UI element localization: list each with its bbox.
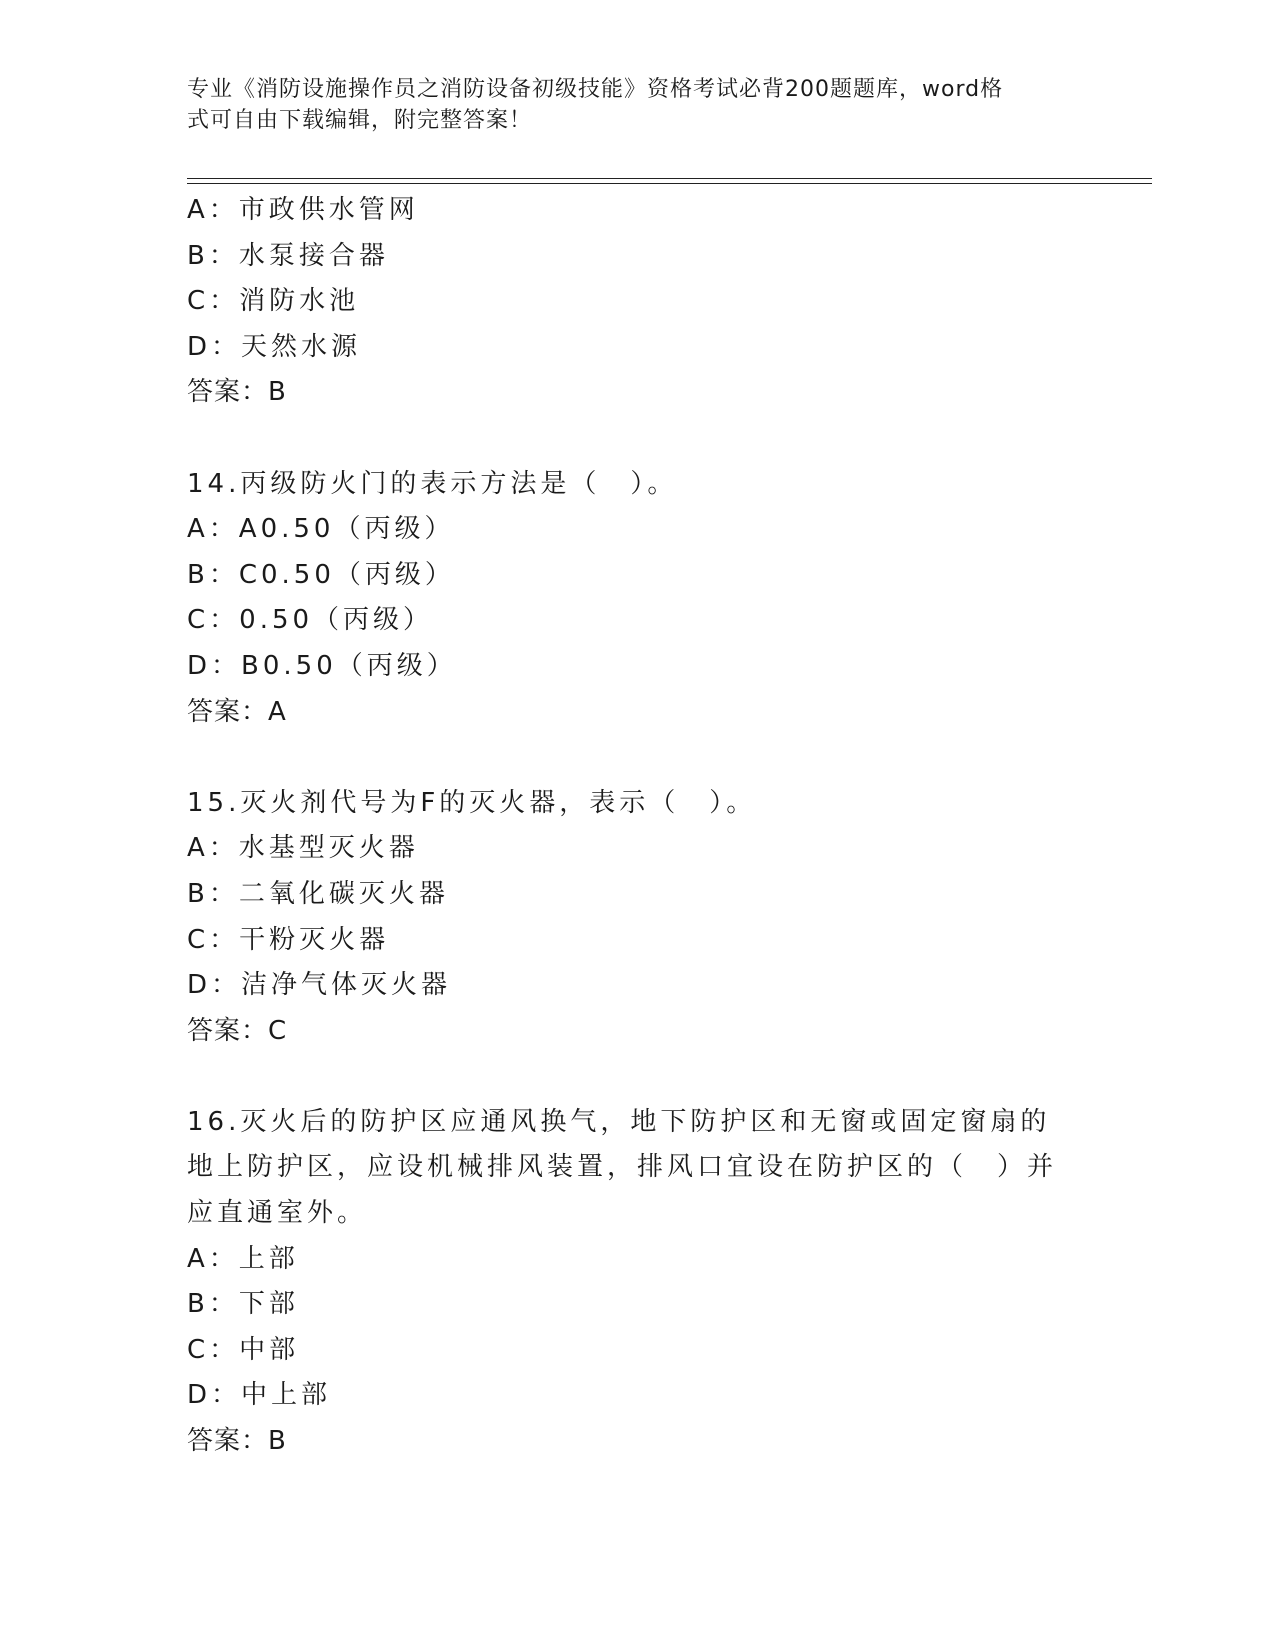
question-15 bbox=[187, 781, 1087, 1055]
option-d: D：洁净气体灭火器 bbox=[187, 970, 452, 1001]
option-a: A：水基型灭火器 bbox=[187, 833, 419, 864]
option-d: D：天然水源 bbox=[187, 331, 362, 362]
option-b: B：C0.50（丙级） bbox=[187, 559, 455, 590]
option-a: A：上部 bbox=[187, 1243, 299, 1274]
answer-line: 答案：B bbox=[187, 377, 287, 408]
header-divider-bottom bbox=[187, 183, 1152, 184]
option-b: B：水泵接合器 bbox=[187, 240, 389, 271]
option-b: B：二氧化碳灭火器 bbox=[187, 878, 449, 909]
option-d: D：B0.50（丙级） bbox=[187, 650, 457, 681]
option-c: C：中部 bbox=[187, 1334, 300, 1365]
answer-line: 答案：A bbox=[187, 696, 287, 727]
spacer bbox=[187, 1054, 1087, 1100]
option-a: A：A0.50（丙级） bbox=[187, 514, 455, 545]
spacer bbox=[187, 416, 1087, 462]
option-c: C：干粉灭火器 bbox=[187, 924, 390, 955]
answer-line: 答案：C bbox=[187, 1015, 288, 1046]
header-divider-top bbox=[187, 178, 1152, 179]
document-header bbox=[187, 74, 1067, 136]
question-text: 16.灭火后的防护区应通风换气，地下防护区和无窗或固定窗扇的地上防护区，应设机械排风装置，排风口宜设在防护区的（ ）并应直通室外。 bbox=[187, 1106, 1058, 1229]
question-16 bbox=[187, 1100, 1087, 1465]
question-text: 14.丙级防火门的表示方法是（ ）。 bbox=[187, 468, 678, 499]
question-14 bbox=[187, 462, 1087, 736]
question-list bbox=[187, 188, 1087, 1465]
option-c: C：0.50（丙级） bbox=[187, 605, 434, 636]
option-c: C：消防水池 bbox=[187, 286, 360, 317]
spacer bbox=[187, 735, 1087, 781]
answer-line: 答案：B bbox=[187, 1426, 287, 1457]
question-13-continued bbox=[187, 188, 1087, 416]
option-b: B：下部 bbox=[187, 1289, 299, 1320]
option-d: D：中上部 bbox=[187, 1380, 332, 1411]
question-text: 15.灭火剂代号为F的灭火器，表示（ ）。 bbox=[187, 787, 757, 818]
option-a: A：市政供水管网 bbox=[187, 195, 419, 225]
header-line-1: 专业《消防设施操作员之消防设备初级技能》资格考试必背200题题库，word格 bbox=[187, 77, 1004, 102]
header-line-2: 式可自由下载编辑，附完整答案！ bbox=[187, 108, 533, 133]
